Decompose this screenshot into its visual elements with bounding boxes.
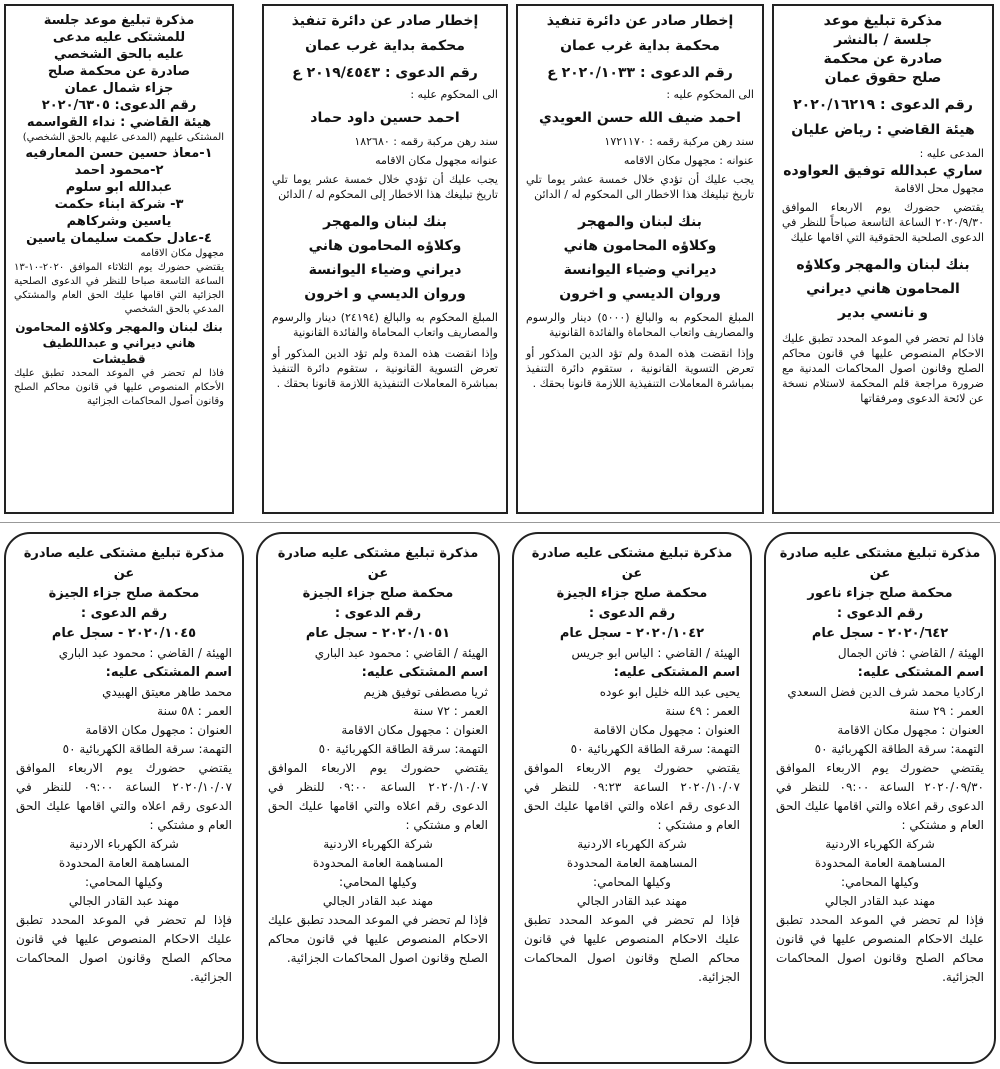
defendant-age: العمر : ٧٢ سنة xyxy=(413,704,488,718)
complainant-line: شركة الكهرباء الاردنية xyxy=(577,837,687,851)
notice-complaint-giza-1045 xyxy=(4,532,244,1064)
case-label: رقم الدعوى : xyxy=(80,606,168,621)
defendant-name: عبدالله ابو سلوم xyxy=(65,180,173,195)
creditor-line: وكلاؤه المحامون هاني xyxy=(308,238,462,254)
defendant-address: مجهول محل الاقامة xyxy=(894,182,984,195)
complainant-line: وكيلها المحامي: xyxy=(841,875,919,889)
case-number: رقم الدعوى : ٢٠٢٠/١٠٣٣ ع xyxy=(547,65,733,81)
creditor-line: وروان الديسي و اخرون xyxy=(304,286,466,302)
complainant-line: المساهمة العامة المحدودة xyxy=(814,856,946,870)
defendant-address: مجهول مكان الاقامه xyxy=(140,248,224,259)
to-label: الى المحكوم عليه : xyxy=(666,88,754,101)
case-number: رقم الدعوى: ٢٠٢٠/٦٣٠٥ xyxy=(41,98,197,113)
notice-body: يجب عليك أن تؤدي خلال خمسة عشر يوما تلي تاريخ تبليغك هذا الاخطار الى المحكوم له / الدائن xyxy=(526,173,754,201)
charge: التهمة: سرقة الطاقة الكهربائية ٥٠ xyxy=(318,742,488,756)
notice-execution-west-amman-4543 xyxy=(262,4,508,514)
notice-title-line: مذكرة تبليغ موعد xyxy=(823,13,943,29)
defendant-address: العنوان : مجهول مكان الاقامة xyxy=(85,723,232,737)
complainant-line: مهند عبد القادر الجالي xyxy=(68,894,180,908)
court-name: محكمة صلح جزاء الجيزة xyxy=(48,586,200,601)
judge-name: الهيئة / القاضي : فاتن الجمال xyxy=(837,646,984,660)
case-number: رقم الدعوى : ٢٠١٩/٤٥٤٣ ع xyxy=(292,65,478,81)
notice-title-line: محكمة بداية غرب عمان xyxy=(305,38,465,54)
case-number: رقم الدعوى : ٢٠٢٠/١٦٢١٩ xyxy=(793,97,973,113)
defendant-name: ياسين وشركاهم xyxy=(66,214,172,229)
creditor-line: وروان الديسي و اخرون xyxy=(559,286,721,302)
judge-name: الهيئة / القاضي : محمود عبد الباري xyxy=(314,646,488,660)
defendant-name: محمد طاهر معيتق الهبيدي xyxy=(102,685,232,699)
notice-session-rights-amman xyxy=(772,4,994,514)
judge-name: هيئة القاضي : نداء القواسمه xyxy=(26,115,212,130)
charge: التهمة: سرقة الطاقة الكهربائية ٥٠ xyxy=(814,742,984,756)
complainant-line: مهند عبد القادر الجالي xyxy=(322,894,434,908)
notice-title-line: جلسة / بالنشر xyxy=(834,32,932,48)
notice-title-line: محكمة بداية غرب عمان xyxy=(560,38,720,54)
judge-name: الهيئة / القاضي : الياس ابو جريس xyxy=(571,646,740,660)
complainant-line: وكيلها المحامي: xyxy=(593,875,671,889)
judgment-amount: المبلغ المحكوم به والبالغ (٢٤١٩٤) دينار والرسوم والمصاريف واتعاب المحاماة والفائدة القانونية xyxy=(272,311,498,339)
notice-footer: فاذا لم تحضر في الموعد المحدد تطبق عليك الأحكام المنصوص عليها في قانون محاكم الصلح وقانون أصول المحاكمات الجزائية xyxy=(14,368,224,407)
case-label: رقم الدعوى : xyxy=(334,606,422,621)
defendant-address: عنوانه : مجهول مكان الاقامه xyxy=(623,154,754,167)
defendant-name: ٢-محمود احمد xyxy=(74,163,164,178)
notice-complaint-giza-1051 xyxy=(256,532,500,1064)
creditor-line: بنك لبنان والمهجر xyxy=(323,214,447,230)
notice-complaint-naour xyxy=(764,532,996,1064)
notice-title-line: جزاء شمال عمان xyxy=(64,81,174,96)
judge-name: هيئة القاضي : رياض عليان xyxy=(791,122,975,138)
defendant-address: العنوان : مجهول مكان الاقامة xyxy=(593,723,740,737)
case-label: رقم الدعوى : xyxy=(836,606,924,621)
creditor-line: ديراني وضياء اليوانسة xyxy=(308,262,462,278)
charge: التهمة: سرقة الطاقة الكهربائية ٥٠ xyxy=(570,742,740,756)
notice-title-line: مذكرة تبليغ موعد جلسة xyxy=(43,13,195,28)
complainant-line: المساهمة العامة المحدودة xyxy=(312,856,444,870)
case-number: ٢٠٢٠/١٠٤٥ - سجل عام xyxy=(51,626,197,641)
defendant-label: اسم المشتكى عليه: xyxy=(857,665,984,680)
complainant-line: شركة الكهرباء الاردنية xyxy=(323,837,433,851)
notice-footer: وإذا انقضت هذه المدة ولم تؤد الدين المذكور أو تعرض التسوية القانونية ، ستقوم دائرة التنفيذ بمباشرة المعاملات التنفيذية اللازمة قانونا بحقك . xyxy=(526,347,754,390)
notice-footer: فاذا لم تحضر في الموعد المحدد تطبق عليك الاحكام المنصوص عليها في قانون محاكم الصلح وقانون اصول المحاكمات المدنية مع ضرورة مراجعة قلم المحكمة لاستلام نسخة عن لائحة الدعوى ومرفقاتها xyxy=(782,332,984,405)
notice-title-line: للمشتكى عليه مدعى xyxy=(52,30,186,45)
complainant-line: مهند عبد القادر الجالي xyxy=(576,894,688,908)
notice-title-line: إخطار صادر عن دائرة تنفيذ xyxy=(291,13,479,29)
notice-footer: فإذا لم تحضر في الموعد المحدد تطبق عليك الاحكام المنصوص عليها في قانون محاكم الصلح وقانون اصول المحاكمات الجزائية. xyxy=(16,913,232,984)
notice-footer: فإذا لم تحضر في الموعد المحدد تطبق عليك الاحكام المنصوص عليها في قانون محاكم الصلح وقانون اصول المحاكمات الجزائية. xyxy=(524,913,740,984)
vehicle-mortgage-number: سند رهن مركبة رقمه : ١٧٢١١٧٠ xyxy=(604,135,754,148)
notice-body: يقتضي حضورك يوم الاربعاء الموافق ٢٠٢٠/١٠/٠٧ الساعة ٠٩:٠٠ للنظر في الدعوى رقم اعلاه والتي اقامها عليك الحق العام و مشتكي : xyxy=(16,761,232,832)
creditor-line: ديراني وضياء اليوانسة xyxy=(563,262,717,278)
judge-name: الهيئة / القاضي : محمود عبد الباري xyxy=(58,646,232,660)
charge: التهمة: سرقة الطاقة الكهربائية ٥٠ xyxy=(62,742,232,756)
notice-header: مذكرة تبليغ مشتكى عليه صادرة عن xyxy=(23,546,225,581)
defendants-label: المشتكى عليهم (المدعى عليهم بالحق الشخصي) xyxy=(22,132,224,143)
creditor-line: بنك لبنان والمهجر xyxy=(578,214,702,230)
defendant-age: العمر : ٥٨ سنة xyxy=(157,704,232,718)
defendant-label: اسم المشتكى عليه: xyxy=(613,665,740,680)
complainant-line: شركة الكهرباء الاردنية xyxy=(825,837,935,851)
case-label: رقم الدعوى : xyxy=(588,606,676,621)
defendant-name: يحيى عبد الله خليل ابو عوده xyxy=(599,685,740,699)
judgment-amount: المبلغ المحكوم به والبالغ (٥٠٠٠) دينار والرسوم والمصاريف واتعاب المحاماة والفائدة القانونية xyxy=(526,311,754,339)
defendant-name: ٣- شركة ابناء حكمت xyxy=(54,197,184,212)
notice-footer: فإذا لم تحضر في الموعد المحدد تطبق عليك الاحكام المنصوص عليها في قانون محاكم الصلح وقانون اصول المحاكمات الجزائية. xyxy=(268,913,488,965)
notice-body: يقتضي حضورك يوم الاربعاء الموافق ٢٠٢٠/٩/٣٠ الساعة التاسعة صباحاً للنظر في الدعوى الصلحية الحقوقية التي اقامها عليك xyxy=(782,201,984,244)
plaintiff-line: بنك لبنان والمهجر وكلاؤه xyxy=(796,257,970,273)
complainant-line: وكيلها المحامي: xyxy=(85,875,163,889)
court-name: محكمة صلح جزاء الجيزة xyxy=(302,586,454,601)
court-name: محكمة صلح جزاء ناعور xyxy=(807,586,953,601)
complainant-line: المساهمة العامة المحدودة xyxy=(58,856,190,870)
defendant-name: ٤-عادل حكمت سليمان ياسين xyxy=(26,231,212,246)
creditor-line: وكلاؤه المحامون هاني xyxy=(563,238,717,254)
defendant-name: احمد ضيف الله حسن العويدي xyxy=(539,110,741,126)
notice-title-line: إخطار صادر عن دائرة تنفيذ xyxy=(546,13,734,29)
case-number: ٢٠٢٠/٦٤٢ - سجل عام xyxy=(811,626,949,641)
complainant-line: مهند عبد القادر الجالي xyxy=(824,894,936,908)
notice-body: يقتضي حضورك يوم الاربعاء الموافق ٢٠٢٠/٠٩/٣٠ الساعة ٠٩:٠٠ للنظر في الدعوى رقم اعلاه والتي اقامها عليك الحق العام و مشتكي : xyxy=(776,761,984,832)
plaintiff-line: و نانسي بدير xyxy=(838,305,928,321)
court-name: محكمة صلح جزاء الجيزة xyxy=(556,586,708,601)
defendant-label: المدعى عليه : xyxy=(919,147,984,160)
defendant-address: العنوان : مجهول مكان الاقامة xyxy=(341,723,488,737)
notice-body: يقتضي حضورك يوم الاربعاء الموافق ٢٠٢٠/١٠/٠٧ الساعة ٠٩:٠٠ للنظر في الدعوى رقم اعلاه والتي اقامها عليك الحق العام و مشتكي : xyxy=(268,761,488,832)
notice-title-line: صادرة عن محكمة xyxy=(823,51,943,67)
defendant-name: اركاديا محمد شرف الدين فضل السعدي xyxy=(787,685,984,699)
notice-execution-west-amman-1033 xyxy=(516,4,764,514)
notice-header: مذكرة تبليغ مشتكى عليه صادرة عن xyxy=(277,546,479,581)
case-number: ٢٠٢٠/١٠٤٢ - سجل عام xyxy=(559,626,705,641)
notice-title-line: صلح حقوق عمان xyxy=(824,70,942,86)
notice-body: يجب عليك أن تؤدي خلال خمسة عشر يوما تلي تاريخ تبليغك هذا الاخطار إلى المحكوم له / الدائن xyxy=(272,173,498,201)
defendant-name: ساري عبدالله توفيق العواوده xyxy=(783,163,983,179)
complainant-line: شركة الكهرباء الاردنية xyxy=(69,837,179,851)
notice-body: يقتضي حضورك يوم الاربعاء الموافق ٢٠٢٠/١٠/٠٧ الساعة ٠٩:٢٣ للنظر في الدعوى رقم اعلاه والتي اقامها عليك الحق العام و مشتكي : xyxy=(524,761,740,832)
plaintiff-line: المحامون هاني ديراني xyxy=(806,281,960,297)
notice-title-line: عليه بالحق الشخصي xyxy=(53,47,185,62)
vehicle-mortgage-number: سند رهن مركبة رقمه : ١٨٢٦٨٠ xyxy=(354,135,498,148)
notice-complaint-giza-1042 xyxy=(512,532,752,1064)
notice-title-line: صادرة عن محكمة صلح xyxy=(47,64,191,79)
defendant-age: العمر : ٢٩ سنة xyxy=(909,704,984,718)
complainant-line: وكيلها المحامي: xyxy=(339,875,417,889)
complainant-line: المساهمة العامة المحدودة xyxy=(566,856,698,870)
notice-footer: وإذا انقضت هذه المدة ولم تؤد الدين المذكور أو تعرض التسوية القانونية ، ستقوم دائرة التنفيذ بمباشرة المعاملات التنفيذية اللازمة قانونا بحقك . xyxy=(272,347,498,390)
notice-footer: فإذا لم تحضر في الموعد المحدد تطبق عليك الاحكام المنصوص عليها في قانون محاكم الصلح وقانون اصول المحاكمات الجزائية. xyxy=(776,913,984,984)
plaintiff-line: بنك لبنان والمهجر وكلاؤه المحامون هاني ديراني و عبداللطيف قطيشات xyxy=(15,320,223,366)
notice-body: يقتضي حضورك يوم الثلاثاء الموافق ٢٠٢٠-١٠-١٣ الساعة التاسعة صباحا للنظر في الدعوى الصلحية الجزائية التي اقامها عليك الحق العام والمشتكي المدعي بالحق الشخصي xyxy=(14,262,224,315)
defendant-name: ثريا مصطفى توفيق هزيم xyxy=(363,685,488,699)
defendant-name: ١-معاذ حسين حسن المعارفيه xyxy=(25,146,213,161)
to-label: الى المحكوم عليه : xyxy=(410,88,498,101)
notice-header: مذكرة تبليغ مشتكى عليه صادرة عن xyxy=(779,546,981,581)
case-number: ٢٠٢٠/١٠٥١ - سجل عام xyxy=(305,626,451,641)
defendant-age: العمر : ٤٩ سنة xyxy=(665,704,740,718)
defendant-label: اسم المشتكى عليه: xyxy=(105,665,232,680)
defendant-address: عنوانه مجهول مكان الاقامه xyxy=(375,154,498,167)
notice-header: مذكرة تبليغ مشتكى عليه صادرة عن xyxy=(531,546,733,581)
notice-session-north-amman xyxy=(4,4,234,514)
defendant-address: العنوان : مجهول مكان الاقامة xyxy=(837,723,984,737)
section-divider xyxy=(0,522,1000,523)
defendant-label: اسم المشتكى عليه: xyxy=(361,665,488,680)
defendant-name: احمد حسين داود حماد xyxy=(310,110,460,126)
